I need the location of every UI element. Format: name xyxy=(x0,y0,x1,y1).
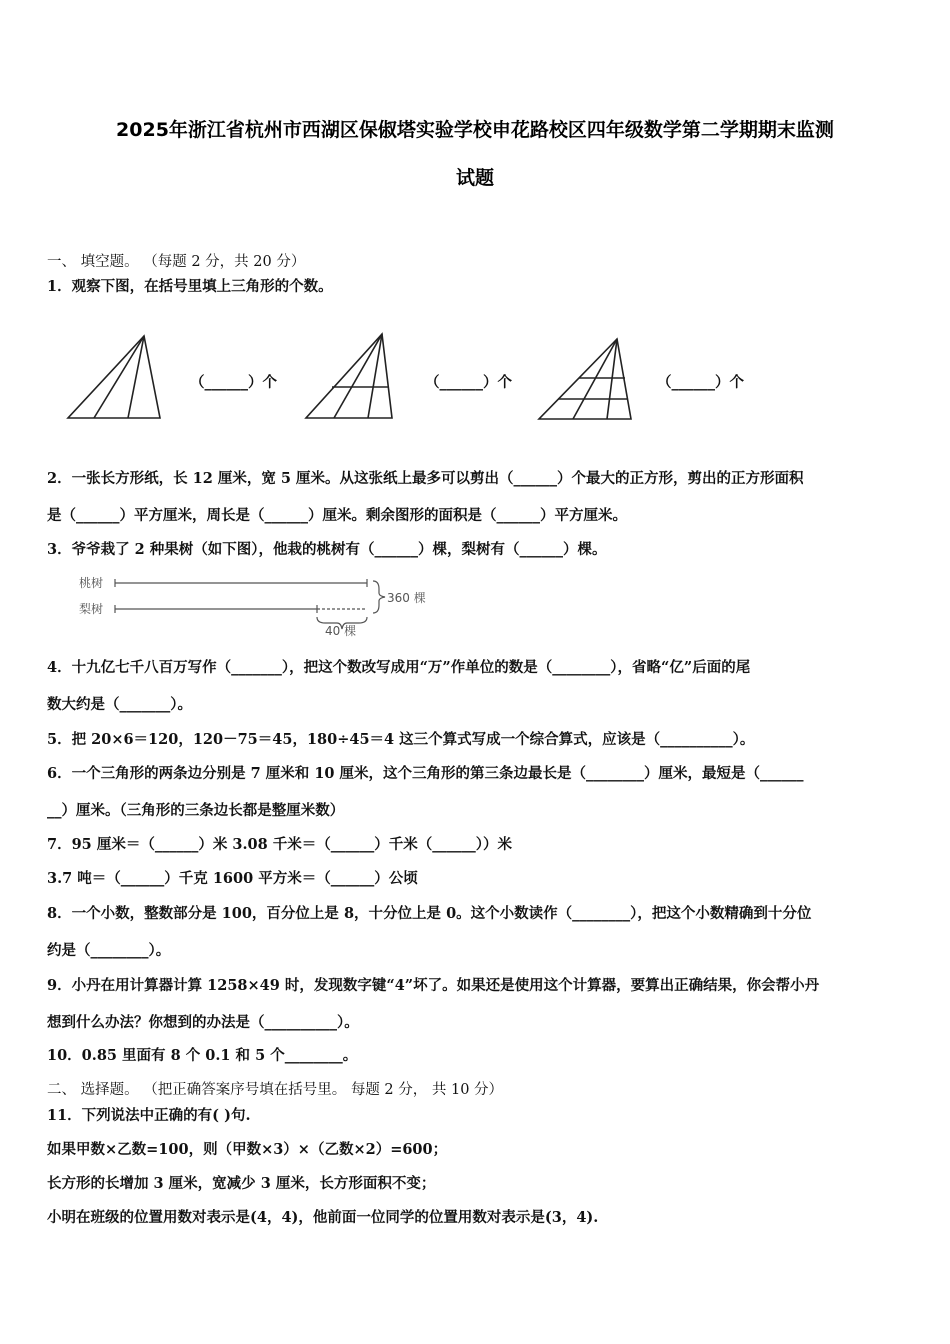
q1-answer-3[interactable]: （______）个 xyxy=(657,374,744,391)
q4-line2: 数大约是（_______）。 xyxy=(47,696,192,713)
triangle-figure-2 xyxy=(300,330,405,422)
q3-text: 3．爷爷栽了 2 种果树（如下图），他栽的桃树有（______）棵，梨树有（______）棵。 xyxy=(47,541,607,558)
q7-line1: 7．95 厘米＝（______）米 3.08 千米＝（______）千米（______））米 xyxy=(47,836,512,853)
q10-text: 10．0.85 里面有 8 个 0.1 和 5 个________。 xyxy=(47,1047,358,1064)
q7-line2: 3.7 吨＝（______）千克 1600 平方米＝（______）公顷 xyxy=(47,870,418,887)
section1-header: 一、 填空题。 （每题 2 分，共 20 分） xyxy=(47,254,306,270)
q2-line1: 2．一张长方形纸，长 12 厘米，宽 5 厘米。从这张纸上最多可以剪出（______）个最大的正方形，剪出的正方形面积 xyxy=(47,470,804,487)
q6-line2: __）厘米。（三角形的三条边长都是整厘米数） xyxy=(47,802,345,819)
q11-text: 11．下列说法中正确的有( )句. xyxy=(47,1107,251,1124)
q8-line2: 约是（________）。 xyxy=(47,942,171,959)
q2-line2: 是（______）平方厘米，周长是（______）厘米。剩余图形的面积是（______）平方厘米。 xyxy=(47,507,627,524)
q9-line1: 9．小丹在用计算器计算 1258×49 时，发现数字键“4”坏了。如果还是使用这个计算器，要算出正确结果，你会帮小丹 xyxy=(47,977,820,994)
q1-text: 1．观察下图，在括号里填上三角形的个数。 xyxy=(47,278,333,295)
tree-diagram xyxy=(75,573,455,639)
section2-header: 二、 选择题。 （把正确答案序号填在括号里。 每题 2 分， 共 10 分） xyxy=(47,1082,504,1098)
q4-line1: 4．十九亿七千八百万写作（_______），把这个数改写成用“万”作单位的数是（________），省略“亿”后面的尾 xyxy=(47,659,751,676)
triangle-figure-1 xyxy=(62,330,167,422)
triangle-figure-3 xyxy=(535,335,640,425)
exam-title-line2: 试题 xyxy=(455,167,494,189)
diff-label: 40 棵 xyxy=(325,624,357,638)
total-brace xyxy=(373,581,385,613)
pear-label: 梨树 xyxy=(79,602,104,616)
total-label: 360 棵 xyxy=(387,591,426,605)
peach-label: 桃树 xyxy=(79,576,104,590)
exam-title-line1: 2025年浙江省杭州市西湖区保俶塔实验学校申花路校区四年级数学第二学期期末监测 xyxy=(116,119,834,141)
q11-statement-3: 小明在班级的位置用数对表示是(4，4)，他前面一位同学的位置用数对表示是(3，4). xyxy=(47,1209,599,1226)
q1-answer-1[interactable]: （______）个 xyxy=(190,374,277,391)
q9-line2: 想到什么办法？你想到的办法是（__________）。 xyxy=(47,1014,359,1031)
q5-text: 5．把 20×6＝120，120－75＝45，180÷45＝4 这三个算式写成一个综合算式，应该是（__________）。 xyxy=(47,731,755,748)
q6-line1: 6．一个三角形的两条边分别是 7 厘米和 10 厘米，这个三角形的第三条边最长是（________）厘米，最短是（______ xyxy=(47,765,804,782)
q8-line1: 8．一个小数，整数部分是 100，百分位上是 8，十分位上是 0。这个小数读作（________），把这个小数精确到十分位 xyxy=(47,905,812,922)
q1-answer-2[interactable]: （______）个 xyxy=(425,374,512,391)
q11-statement-1: 如果甲数×乙数=100，则（甲数×3）×（乙数×2）=600； xyxy=(47,1141,448,1158)
q11-statement-2: 长方形的长增加 3 厘米，宽减少 3 厘米，长方形面积不变； xyxy=(47,1175,436,1192)
